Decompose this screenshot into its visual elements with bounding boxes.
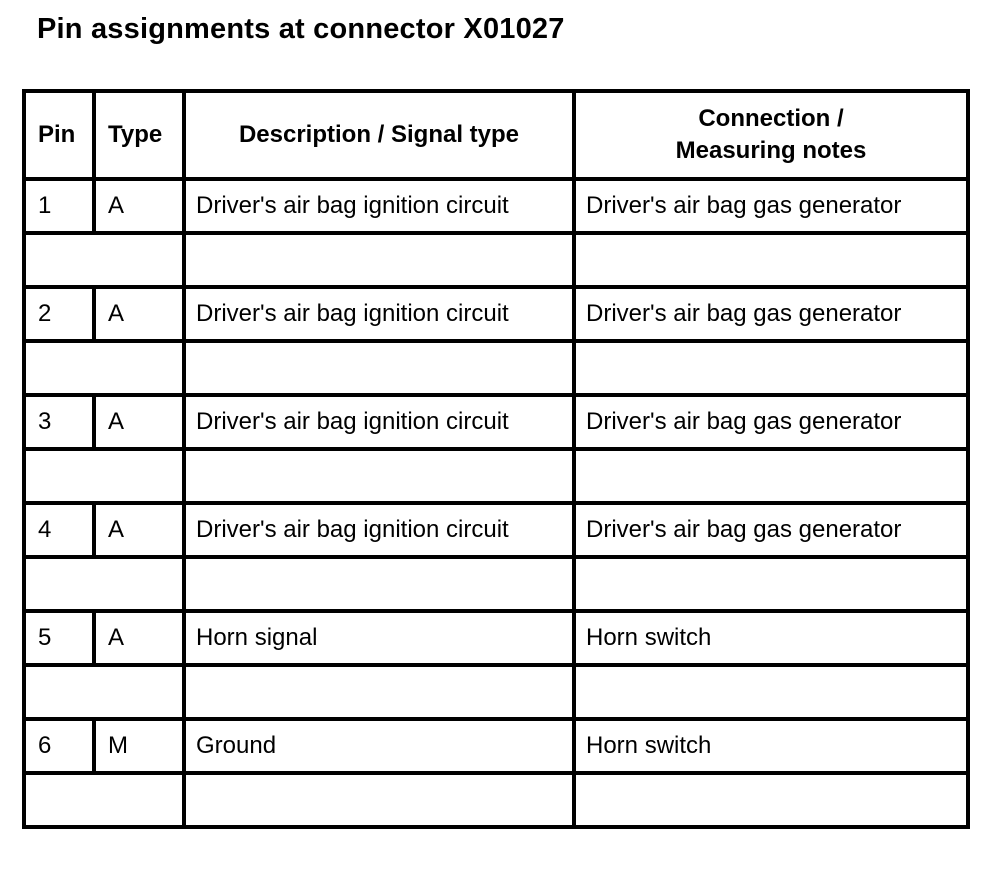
header-connection [574,91,968,179]
cell-type: A [94,611,184,665]
table-spacer-row [24,665,968,719]
spacer-cell [184,233,574,287]
spacer-cell [24,449,184,503]
table-row [24,503,968,557]
header-connection-line2: Measuring notes [675,137,867,164]
cell-connection: Driver's air bag gas generator [574,395,968,449]
table-header-row [24,91,968,179]
spacer-cell [574,233,968,287]
cell-pin: 2 [24,287,94,341]
table-row [24,611,968,665]
cell-pin: 6 [24,719,94,773]
cell-connection: Driver's air bag gas generator [574,503,968,557]
cell-description: Driver's air bag ignition circuit [184,287,574,341]
spacer-cell [574,341,968,395]
spacer-cell [574,449,968,503]
spacer-cell [24,557,184,611]
header-description: Description / Signal type [184,91,574,179]
cell-description: Driver's air bag ignition circuit [184,179,574,233]
spacer-cell [574,773,968,827]
cell-connection: Horn switch [574,611,968,665]
cell-pin: 4 [24,503,94,557]
header-connection-line1: Connection / [698,105,844,132]
cell-type: M [94,719,184,773]
cell-type: A [94,287,184,341]
table-spacer-row [24,233,968,287]
cell-pin: 3 [24,395,94,449]
spacer-cell [184,557,574,611]
cell-type: A [94,395,184,449]
cell-connection: Horn switch [574,719,968,773]
table-row [24,287,968,341]
table-spacer-row [24,557,968,611]
cell-description: Driver's air bag ignition circuit [184,395,574,449]
cell-description: Ground [184,719,574,773]
cell-pin: 5 [24,611,94,665]
cell-description: Horn signal [184,611,574,665]
spacer-cell [184,665,574,719]
header-pin: Pin [24,91,94,179]
cell-type: A [94,179,184,233]
page-title: Pin assignments at connector X01027 [37,13,565,45]
spacer-cell [184,341,574,395]
table-spacer-row [24,341,968,395]
spacer-cell [184,449,574,503]
table-row [24,395,968,449]
cell-connection: Driver's air bag gas generator [574,287,968,341]
table-spacer-row [24,449,968,503]
table-spacer-row [24,773,968,827]
spacer-cell [184,773,574,827]
cell-pin: 1 [24,179,94,233]
spacer-cell [24,341,184,395]
table-row [24,179,968,233]
spacer-cell [24,665,184,719]
spacer-cell [24,773,184,827]
pin-assignment-table [22,89,970,829]
cell-connection: Driver's air bag gas generator [574,179,968,233]
cell-type: A [94,503,184,557]
spacer-cell [574,557,968,611]
header-type: Type [94,91,184,179]
table-row [24,719,968,773]
spacer-cell [574,665,968,719]
spacer-cell [24,233,184,287]
table-body [24,179,968,827]
cell-description: Driver's air bag ignition circuit [184,503,574,557]
